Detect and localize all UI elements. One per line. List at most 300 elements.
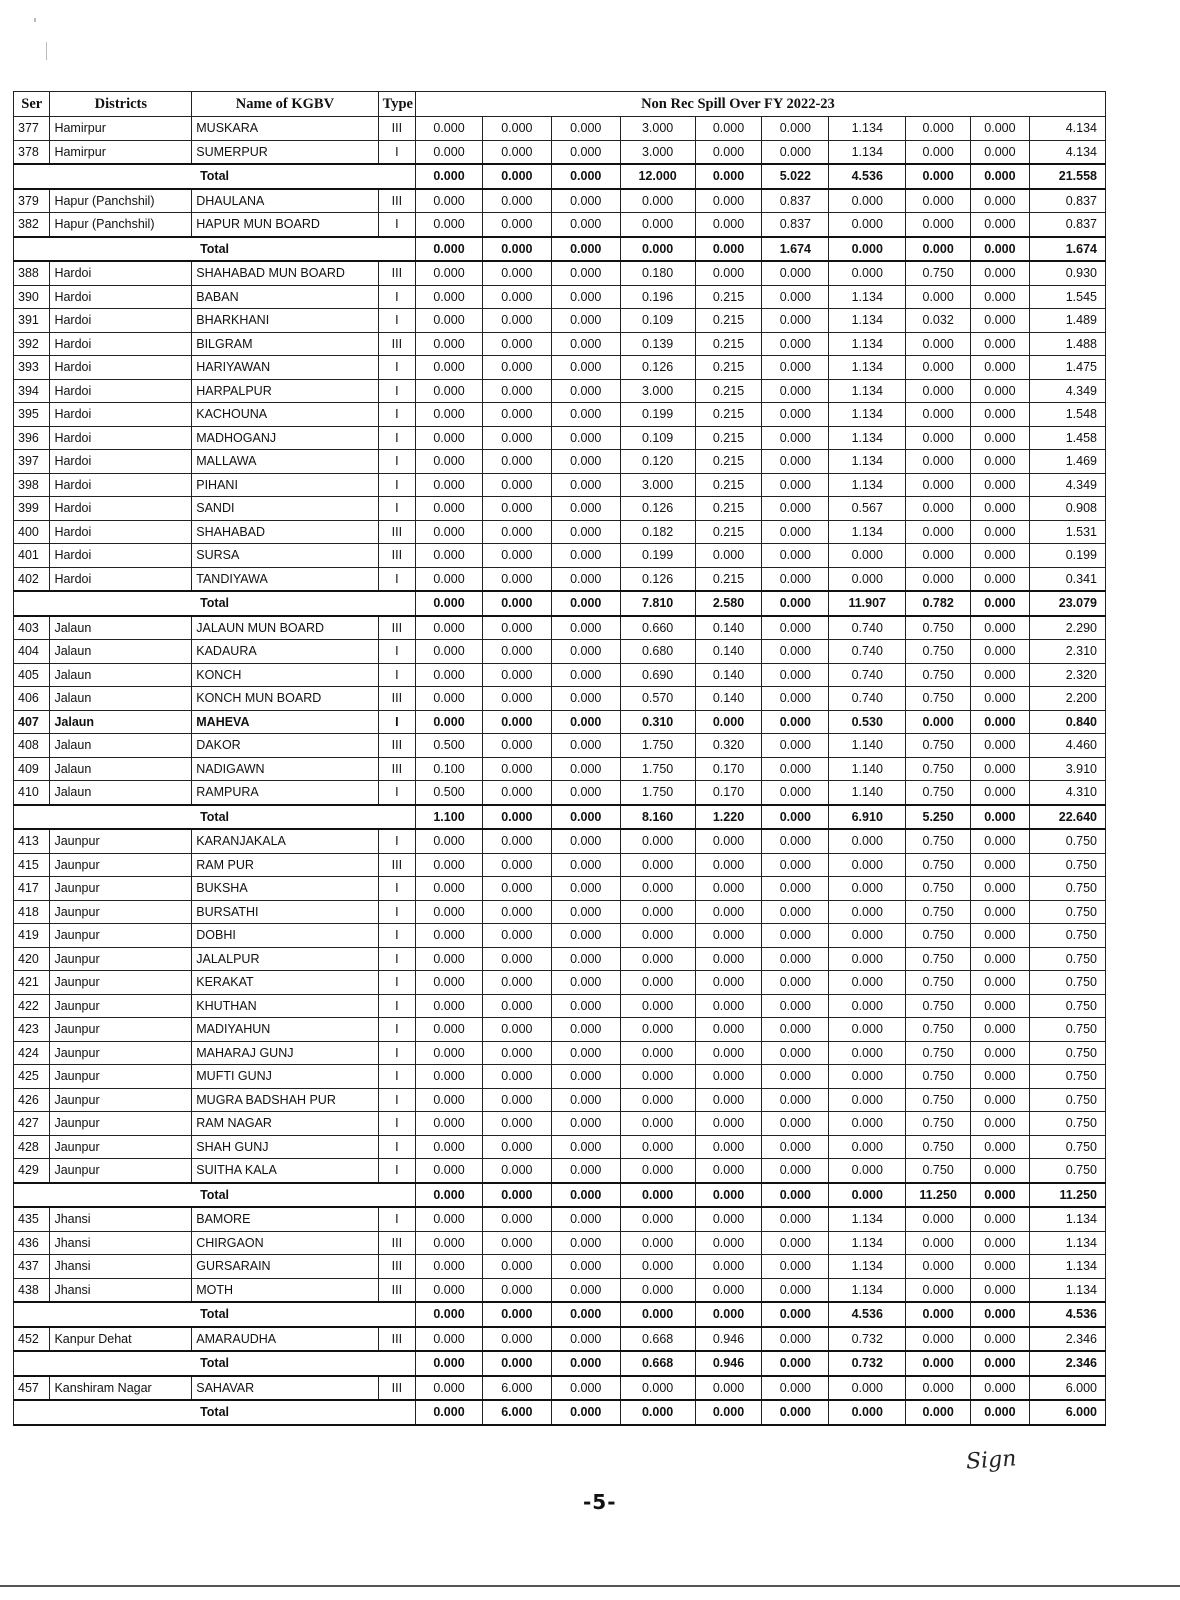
row-total-cell: 2.200 — [1029, 687, 1105, 711]
value-cell: 0.000 — [551, 947, 620, 971]
kgbv-name-cell: BURSATHI — [192, 900, 378, 924]
value-cell: 0.215 — [695, 450, 762, 474]
total-value-cell: 2.580 — [695, 591, 762, 616]
type-cell: I — [378, 285, 415, 309]
value-cell: 0.000 — [762, 403, 829, 427]
total-value-cell: 0.000 — [620, 1183, 695, 1208]
district-cell: Hardoi — [50, 426, 192, 450]
row-total-cell: 0.837 — [1029, 189, 1105, 213]
value-cell: 0.750 — [906, 1135, 971, 1159]
grand-total-cell: 21.558 — [1029, 164, 1105, 189]
value-cell: 0.000 — [551, 663, 620, 687]
kgbv-name-cell: DOBHI — [192, 924, 378, 948]
kgbv-name-cell: BAMORE — [192, 1207, 378, 1231]
value-cell: 0.000 — [416, 1255, 483, 1279]
row-total-cell: 0.750 — [1029, 971, 1105, 995]
ser-cell: 392 — [14, 332, 50, 356]
value-cell: 0.000 — [551, 971, 620, 995]
district-cell: Jalaun — [50, 640, 192, 664]
value-cell: 0.000 — [620, 1112, 695, 1136]
row-total-cell: 0.750 — [1029, 853, 1105, 877]
value-cell: 1.134 — [829, 332, 906, 356]
total-label: Total — [14, 1183, 416, 1208]
ser-cell: 423 — [14, 1018, 50, 1042]
value-cell: 0.000 — [695, 1231, 762, 1255]
value-cell: 1.750 — [620, 734, 695, 758]
kgbv-name-cell: DHAULANA — [192, 189, 378, 213]
value-cell: 0.000 — [762, 734, 829, 758]
kgbv-name-cell: KONCH MUN BOARD — [192, 687, 378, 711]
district-cell: Hardoi — [50, 379, 192, 403]
column-header-type: Type — [378, 92, 415, 117]
value-cell: 0.170 — [695, 781, 762, 805]
value-cell: 0.000 — [416, 356, 483, 380]
value-cell: 0.000 — [482, 1278, 551, 1302]
type-cell: I — [378, 140, 415, 164]
value-cell: 0.000 — [971, 520, 1030, 544]
value-cell: 0.000 — [695, 1065, 762, 1089]
total-value-cell: 0.000 — [762, 1351, 829, 1376]
value-cell: 0.000 — [551, 1327, 620, 1352]
type-cell: I — [378, 379, 415, 403]
value-cell: 0.215 — [695, 309, 762, 333]
type-cell: I — [378, 309, 415, 333]
type-cell: I — [378, 1207, 415, 1231]
row-total-cell: 2.290 — [1029, 616, 1105, 640]
value-cell: 0.100 — [416, 757, 483, 781]
value-cell: 0.000 — [620, 189, 695, 213]
total-value-cell: 0.000 — [829, 237, 906, 262]
value-cell: 0.000 — [551, 450, 620, 474]
value-cell: 0.000 — [482, 877, 551, 901]
row-total-cell: 0.750 — [1029, 1018, 1105, 1042]
value-cell: 0.000 — [620, 829, 695, 853]
value-cell: 1.134 — [829, 285, 906, 309]
value-cell: 0.000 — [971, 971, 1030, 995]
row-total-cell: 0.750 — [1029, 1159, 1105, 1183]
table-row — [14, 1088, 1106, 1112]
value-cell: 0.000 — [482, 947, 551, 971]
value-cell: 0.000 — [762, 994, 829, 1018]
value-cell: 0.000 — [971, 1112, 1030, 1136]
grand-total-cell: 11.250 — [1029, 1183, 1105, 1208]
total-value-cell: 0.000 — [971, 1351, 1030, 1376]
value-cell: 0.000 — [551, 994, 620, 1018]
total-label: Total — [14, 164, 416, 189]
total-value-cell: 0.000 — [416, 237, 483, 262]
value-cell: 0.139 — [620, 332, 695, 356]
district-cell: Jhansi — [50, 1255, 192, 1279]
district-cell: Hardoi — [50, 567, 192, 591]
row-total-cell: 0.341 — [1029, 567, 1105, 591]
total-value-cell: 0.000 — [695, 1400, 762, 1425]
value-cell: 0.000 — [971, 213, 1030, 237]
value-cell: 0.000 — [482, 379, 551, 403]
total-value-cell: 0.000 — [906, 1400, 971, 1425]
type-cell: I — [378, 567, 415, 591]
value-cell: 0.000 — [551, 877, 620, 901]
value-cell: 0.000 — [551, 213, 620, 237]
value-cell: 1.134 — [829, 309, 906, 333]
value-cell: 0.000 — [971, 1376, 1030, 1401]
value-cell: 0.000 — [906, 1231, 971, 1255]
value-cell: 0.000 — [906, 473, 971, 497]
ser-cell: 410 — [14, 781, 50, 805]
value-cell: 0.196 — [620, 285, 695, 309]
row-total-cell: 1.475 — [1029, 356, 1105, 380]
table-row — [14, 1255, 1106, 1279]
value-cell: 0.750 — [906, 734, 971, 758]
kgbv-name-cell: SUMERPUR — [192, 140, 378, 164]
table-row — [14, 1065, 1106, 1089]
table-row — [14, 213, 1106, 237]
type-cell: I — [378, 1112, 415, 1136]
value-cell: 0.000 — [482, 189, 551, 213]
value-cell: 1.134 — [829, 1278, 906, 1302]
ser-cell: 424 — [14, 1041, 50, 1065]
value-cell: 0.000 — [416, 1088, 483, 1112]
value-cell: 0.660 — [620, 616, 695, 640]
value-cell: 0.000 — [416, 853, 483, 877]
district-cell: Jalaun — [50, 663, 192, 687]
value-cell: 0.000 — [829, 189, 906, 213]
value-cell: 0.000 — [906, 1207, 971, 1231]
value-cell: 3.000 — [620, 473, 695, 497]
row-total-cell: 0.750 — [1029, 1041, 1105, 1065]
value-cell: 0.000 — [620, 1135, 695, 1159]
value-cell: 0.668 — [620, 1327, 695, 1352]
total-value-cell: 0.000 — [551, 1302, 620, 1327]
kgbv-name-cell: MADIYAHUN — [192, 1018, 378, 1042]
value-cell: 0.000 — [551, 1278, 620, 1302]
value-cell: 0.000 — [416, 1231, 483, 1255]
value-cell: 0.000 — [971, 1088, 1030, 1112]
kgbv-name-cell: GURSARAIN — [192, 1255, 378, 1279]
value-cell: 0.000 — [482, 544, 551, 568]
value-cell: 0.000 — [620, 1231, 695, 1255]
value-cell: 0.750 — [906, 663, 971, 687]
value-cell: 0.000 — [695, 1278, 762, 1302]
total-value-cell: 0.000 — [551, 805, 620, 830]
value-cell: 0.140 — [695, 640, 762, 664]
value-cell: 0.000 — [551, 757, 620, 781]
value-cell: 0.000 — [482, 520, 551, 544]
value-cell: 0.000 — [762, 1065, 829, 1089]
row-total-cell: 0.750 — [1029, 1065, 1105, 1089]
value-cell: 0.000 — [906, 544, 971, 568]
total-value-cell: 0.000 — [762, 805, 829, 830]
row-total-cell: 1.134 — [1029, 1255, 1105, 1279]
value-cell: 0.000 — [762, 687, 829, 711]
district-cell: Jalaun — [50, 734, 192, 758]
value-cell: 0.000 — [971, 261, 1030, 285]
type-cell: I — [378, 971, 415, 995]
total-value-cell: 7.810 — [620, 591, 695, 616]
kgbv-name-cell: BILGRAM — [192, 332, 378, 356]
value-cell: 0.000 — [762, 663, 829, 687]
value-cell: 0.000 — [762, 640, 829, 664]
value-cell: 0.000 — [971, 1278, 1030, 1302]
value-cell: 0.000 — [906, 1278, 971, 1302]
table-row — [14, 189, 1106, 213]
table-row — [14, 781, 1106, 805]
ser-cell: 391 — [14, 309, 50, 333]
value-cell: 0.000 — [551, 1135, 620, 1159]
value-cell: 1.134 — [829, 356, 906, 380]
value-cell: 0.000 — [906, 567, 971, 591]
value-cell: 0.000 — [416, 1112, 483, 1136]
value-cell: 0.000 — [695, 544, 762, 568]
district-cell: Hardoi — [50, 473, 192, 497]
value-cell: 1.140 — [829, 781, 906, 805]
total-value-cell: 0.000 — [482, 1302, 551, 1327]
value-cell: 0.000 — [829, 900, 906, 924]
value-cell: 1.134 — [829, 520, 906, 544]
ser-cell: 407 — [14, 710, 50, 734]
value-cell: 0.000 — [695, 1112, 762, 1136]
value-cell: 0.215 — [695, 332, 762, 356]
total-value-cell: 11.907 — [829, 591, 906, 616]
table-header-row — [14, 92, 1106, 117]
value-cell: 0.000 — [971, 924, 1030, 948]
type-cell: III — [378, 1327, 415, 1352]
value-cell: 0.000 — [620, 877, 695, 901]
table-body — [14, 117, 1106, 1425]
district-cell: Jaunpur — [50, 829, 192, 853]
value-cell: 0.000 — [551, 1231, 620, 1255]
district-cell: Jaunpur — [50, 947, 192, 971]
kgbv-name-cell: BHARKHANI — [192, 309, 378, 333]
total-value-cell: 0.946 — [695, 1351, 762, 1376]
total-value-cell: 0.000 — [482, 805, 551, 830]
value-cell: 0.000 — [906, 189, 971, 213]
value-cell: 0.000 — [829, 971, 906, 995]
value-cell: 0.000 — [762, 140, 829, 164]
value-cell: 0.000 — [482, 663, 551, 687]
ser-cell: 405 — [14, 663, 50, 687]
type-cell: I — [378, 947, 415, 971]
total-value-cell: 0.000 — [482, 237, 551, 262]
table-row — [14, 663, 1106, 687]
district-total-row — [14, 237, 1106, 262]
table-row — [14, 1376, 1106, 1401]
kgbv-name-cell: MOTH — [192, 1278, 378, 1302]
ser-cell: 415 — [14, 853, 50, 877]
value-cell: 0.310 — [620, 710, 695, 734]
value-cell: 0.000 — [695, 189, 762, 213]
value-cell: 0.000 — [416, 663, 483, 687]
total-value-cell: 0.000 — [482, 591, 551, 616]
value-cell: 0.750 — [906, 1041, 971, 1065]
kgbv-name-cell: MUFTI GUNJ — [192, 1065, 378, 1089]
total-value-cell: 1.220 — [695, 805, 762, 830]
total-value-cell: 0.000 — [620, 237, 695, 262]
total-value-cell: 0.000 — [829, 1400, 906, 1425]
district-cell: Jaunpur — [50, 1159, 192, 1183]
value-cell: 0.000 — [620, 1207, 695, 1231]
total-value-cell: 0.000 — [971, 805, 1030, 830]
value-cell: 0.000 — [482, 213, 551, 237]
row-total-cell: 1.469 — [1029, 450, 1105, 474]
value-cell: 0.000 — [551, 309, 620, 333]
row-total-cell: 1.134 — [1029, 1207, 1105, 1231]
value-cell: 0.000 — [551, 379, 620, 403]
value-cell: 0.000 — [906, 426, 971, 450]
kgbv-name-cell: JALAUN MUN BOARD — [192, 616, 378, 640]
total-value-cell: 0.000 — [906, 237, 971, 262]
total-value-cell: 0.732 — [829, 1351, 906, 1376]
total-value-cell: 0.000 — [695, 237, 762, 262]
district-total-row — [14, 1351, 1106, 1376]
table-row — [14, 117, 1106, 141]
type-cell: III — [378, 332, 415, 356]
district-cell: Hardoi — [50, 309, 192, 333]
total-value-cell: 0.000 — [695, 1183, 762, 1208]
value-cell: 0.000 — [762, 757, 829, 781]
type-cell: III — [378, 687, 415, 711]
value-cell: 0.000 — [551, 356, 620, 380]
value-cell: 0.000 — [971, 403, 1030, 427]
value-cell: 0.320 — [695, 734, 762, 758]
row-total-cell: 0.199 — [1029, 544, 1105, 568]
value-cell: 0.000 — [551, 426, 620, 450]
type-cell: III — [378, 1278, 415, 1302]
district-cell: Jhansi — [50, 1207, 192, 1231]
value-cell: 0.000 — [695, 1376, 762, 1401]
district-cell: Jaunpur — [50, 1088, 192, 1112]
kgbv-name-cell: JALALPUR — [192, 947, 378, 971]
value-cell: 0.000 — [416, 1159, 483, 1183]
value-cell: 0.000 — [695, 261, 762, 285]
value-cell: 0.000 — [971, 117, 1030, 141]
value-cell: 0.000 — [695, 1041, 762, 1065]
value-cell: 0.000 — [416, 450, 483, 474]
value-cell: 0.000 — [416, 1135, 483, 1159]
total-value-cell: 0.000 — [551, 1351, 620, 1376]
kgbv-name-cell: AMARAUDHA — [192, 1327, 378, 1352]
value-cell: 0.000 — [762, 1018, 829, 1042]
district-cell: Hardoi — [50, 544, 192, 568]
kgbv-name-cell: SANDI — [192, 497, 378, 521]
value-cell: 0.000 — [416, 520, 483, 544]
value-cell: 0.000 — [971, 356, 1030, 380]
value-cell: 0.000 — [620, 213, 695, 237]
value-cell: 0.000 — [762, 1159, 829, 1183]
value-cell: 0.000 — [906, 403, 971, 427]
value-cell: 0.000 — [482, 734, 551, 758]
ser-cell: 398 — [14, 473, 50, 497]
total-label: Total — [14, 1400, 416, 1425]
value-cell: 0.690 — [620, 663, 695, 687]
value-cell: 0.000 — [551, 1159, 620, 1183]
value-cell: 1.134 — [829, 140, 906, 164]
value-cell: 0.000 — [620, 947, 695, 971]
value-cell: 0.000 — [829, 1376, 906, 1401]
grand-total-cell: 22.640 — [1029, 805, 1105, 830]
scan-speck — [46, 42, 47, 60]
row-total-cell: 0.750 — [1029, 947, 1105, 971]
total-value-cell: 0.000 — [762, 1183, 829, 1208]
value-cell: 0.000 — [416, 1278, 483, 1302]
table-row — [14, 356, 1106, 380]
type-cell: III — [378, 734, 415, 758]
table-row — [14, 1278, 1106, 1302]
kgbv-name-cell: KARANJAKALA — [192, 829, 378, 853]
value-cell: 0.000 — [762, 829, 829, 853]
value-cell: 0.500 — [416, 781, 483, 805]
value-cell: 0.000 — [695, 1255, 762, 1279]
value-cell: 0.000 — [762, 450, 829, 474]
type-cell: I — [378, 640, 415, 664]
district-cell: Jaunpur — [50, 877, 192, 901]
ser-cell: 428 — [14, 1135, 50, 1159]
value-cell: 0.215 — [695, 473, 762, 497]
value-cell: 0.000 — [762, 1231, 829, 1255]
value-cell: 0.000 — [971, 1065, 1030, 1089]
row-total-cell: 1.488 — [1029, 332, 1105, 356]
value-cell: 0.000 — [482, 994, 551, 1018]
table-row — [14, 497, 1106, 521]
value-cell: 0.000 — [762, 544, 829, 568]
row-total-cell: 0.750 — [1029, 1088, 1105, 1112]
district-cell: Jaunpur — [50, 1112, 192, 1136]
value-cell: 0.000 — [620, 1065, 695, 1089]
value-cell: 0.000 — [482, 1159, 551, 1183]
row-total-cell: 1.134 — [1029, 1231, 1105, 1255]
ser-cell: 393 — [14, 356, 50, 380]
value-cell: 0.000 — [482, 1112, 551, 1136]
kgbv-name-cell: BUKSHA — [192, 877, 378, 901]
value-cell: 0.000 — [416, 1018, 483, 1042]
total-value-cell: 0.000 — [695, 1302, 762, 1327]
value-cell: 0.000 — [829, 877, 906, 901]
value-cell: 1.134 — [829, 379, 906, 403]
value-cell: 0.215 — [695, 379, 762, 403]
table-row — [14, 1327, 1106, 1352]
total-value-cell: 8.160 — [620, 805, 695, 830]
value-cell: 0.000 — [971, 829, 1030, 853]
value-cell: 0.000 — [416, 1327, 483, 1352]
type-cell: I — [378, 829, 415, 853]
type-cell: III — [378, 1231, 415, 1255]
value-cell: 0.750 — [906, 829, 971, 853]
row-total-cell: 1.458 — [1029, 426, 1105, 450]
total-value-cell: 0.000 — [620, 1302, 695, 1327]
kgbv-name-cell: MADHOGANJ — [192, 426, 378, 450]
value-cell: 0.000 — [416, 544, 483, 568]
value-cell: 0.000 — [971, 663, 1030, 687]
district-cell: Jaunpur — [50, 1041, 192, 1065]
value-cell: 0.000 — [416, 924, 483, 948]
value-cell: 0.000 — [829, 261, 906, 285]
value-cell: 0.000 — [762, 1041, 829, 1065]
row-total-cell: 1.489 — [1029, 309, 1105, 333]
value-cell: 0.140 — [695, 663, 762, 687]
kgbv-name-cell: MAHARAJ GUNJ — [192, 1041, 378, 1065]
ser-cell: 408 — [14, 734, 50, 758]
total-value-cell: 0.000 — [551, 1183, 620, 1208]
value-cell: 0.215 — [695, 520, 762, 544]
row-total-cell: 3.910 — [1029, 757, 1105, 781]
value-cell: 0.750 — [906, 994, 971, 1018]
table-row — [14, 450, 1106, 474]
table-row — [14, 924, 1106, 948]
value-cell: 0.000 — [762, 379, 829, 403]
row-total-cell: 2.346 — [1029, 1327, 1105, 1352]
table-row — [14, 309, 1106, 333]
value-cell: 0.750 — [906, 900, 971, 924]
type-cell: I — [378, 1088, 415, 1112]
